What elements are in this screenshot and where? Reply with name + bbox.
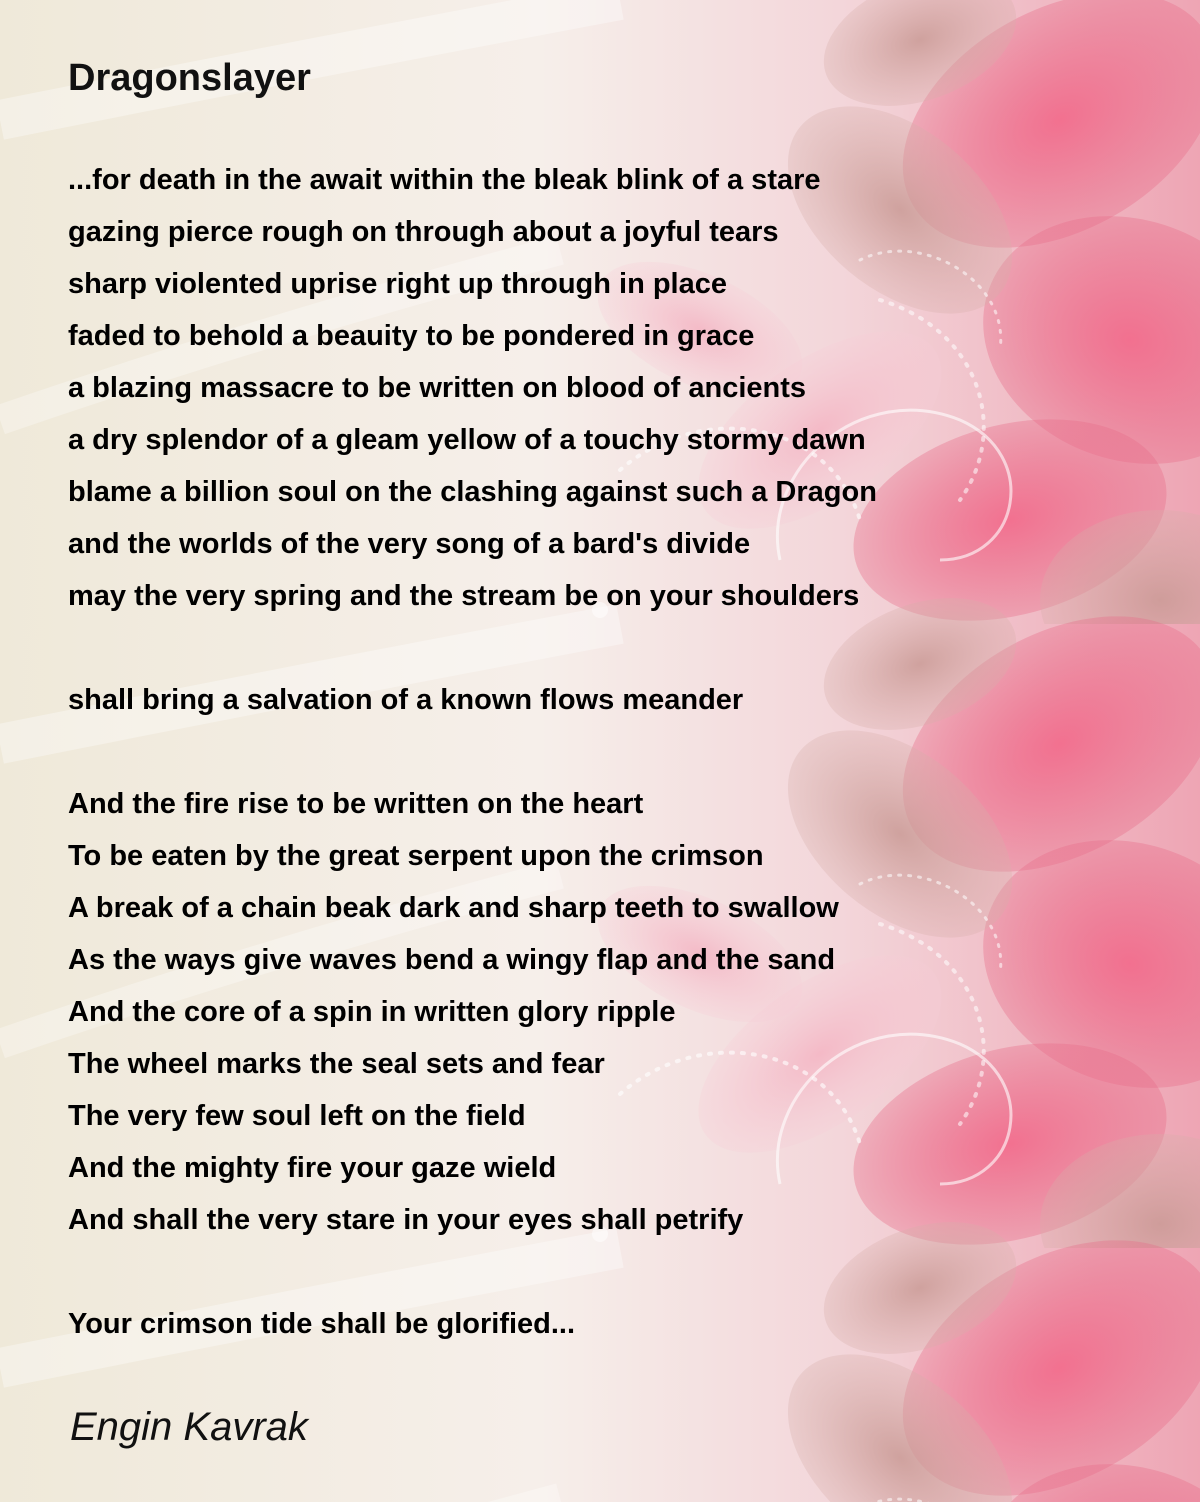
poem-author: Engin Kavrak	[70, 1405, 308, 1449]
poem-line: And the fire rise to be written on the heart	[68, 788, 644, 820]
poem-line: faded to behold a beauity to be pondered in grace	[68, 320, 755, 352]
poem-title: Dragonslayer	[68, 57, 311, 99]
poem-line: gazing pierce rough on through about a joyful tears	[68, 216, 779, 248]
poem-body	[68, 154, 877, 1350]
poem-line: ...for death in the await within the bleak blink of a stare	[68, 164, 821, 196]
poem-line: blame a billion soul on the clashing against such a Dragon	[68, 476, 877, 508]
poem-line: Your crimson tide shall be glorified...	[68, 1308, 576, 1340]
poem-line: And the core of a spin in written glory ripple	[68, 996, 676, 1028]
poem-line: may the very spring and the stream be on your shoulders	[68, 580, 860, 612]
poem-line: a blazing massacre to be written on blood of ancients	[68, 372, 807, 404]
poem-line: The very few soul left on the field	[68, 1100, 526, 1132]
poem-line: a dry splendor of a gleam yellow of a touchy stormy dawn	[68, 424, 866, 456]
poem-line: And the mighty fire your gaze wield	[68, 1152, 557, 1184]
poem-line: sharp violented uprise right up through in place	[68, 268, 727, 300]
stanza-break	[68, 622, 877, 674]
stanza-break	[68, 1246, 877, 1298]
poem-line: shall bring a salvation of a known flows meander	[68, 684, 744, 716]
poem-line: and the worlds of the very song of a bard's divide	[68, 528, 751, 560]
poem-line: As the ways give waves bend a wingy flap and the sand	[68, 944, 836, 976]
poem-line: The wheel marks the seal sets and fear	[68, 1048, 605, 1080]
stanza-break	[68, 726, 877, 778]
poem-line: To be eaten by the great serpent upon the crimson	[68, 840, 764, 872]
poem-line: A break of a chain beak dark and sharp teeth to swallow	[68, 892, 839, 924]
poem-line: And shall the very stare in your eyes shall petrify	[68, 1204, 744, 1236]
